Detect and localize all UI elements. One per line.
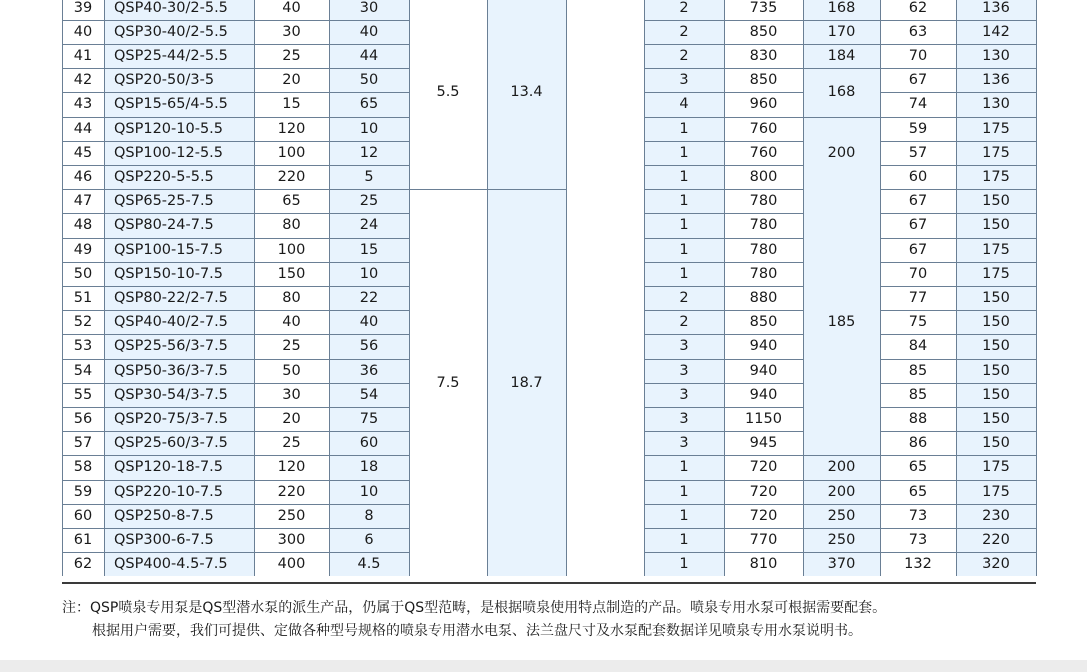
model-name: QSP100-15-7.5 [114,242,224,258]
flow-value: 250 [277,508,306,524]
length-value: 850 [749,314,778,330]
row-number: 58 [73,459,93,475]
row-number: 48 [73,217,93,233]
outlet-value: 230 [982,508,1010,524]
diameter-value: 168 [827,0,856,16]
stage-count: 2 [679,290,689,306]
model-name: QSP25-44/2-5.5 [114,48,228,64]
diameter-value: 370 [827,556,856,572]
row-number: 49 [73,242,93,258]
outlet-value: 136 [982,0,1010,16]
weight-value: 60 [908,169,928,185]
stage-count: 2 [679,0,689,16]
head-value: 60 [359,435,379,451]
flow-value: 25 [282,338,301,354]
model-name: QSP120-18-7.5 [114,459,224,475]
merged-power-a: 5.5 [436,84,460,100]
stage-count: 1 [679,556,689,572]
row-number: 60 [73,508,93,524]
head-value: 18 [359,459,379,475]
row-number: 53 [73,338,93,354]
stage-count: 3 [679,72,689,88]
outlet-value: 175 [982,242,1010,258]
head-value: 40 [359,314,379,330]
outlet-value: 142 [982,24,1010,40]
flow-value: 220 [277,484,306,500]
row-number: 61 [73,532,93,548]
flow-value: 20 [282,411,301,427]
outlet-value: 320 [982,556,1010,572]
length-value: 760 [749,145,778,161]
row-number: 39 [73,0,93,16]
row-number: 57 [73,435,93,451]
weight-value: 63 [908,24,928,40]
row-number: 50 [73,266,93,282]
flow-value: 20 [282,72,301,88]
merged-power-b: 7.5 [436,375,460,391]
flow-value: 40 [282,314,301,330]
flow-value: 50 [282,363,301,379]
weight-value: 57 [908,145,928,161]
model-name: QSP25-60/3-7.5 [114,435,228,451]
merged-current-a: 13.4 [510,84,543,100]
model-name: QSP250-8-7.5 [114,508,214,524]
merged-diameter-a: 168 [827,84,856,100]
head-value: 56 [359,338,379,354]
flow-value: 220 [277,169,306,185]
head-value: 10 [359,121,379,137]
length-value: 940 [749,338,778,354]
flow-value: 400 [277,556,306,572]
outlet-value: 150 [982,217,1010,233]
stage-count: 2 [679,314,689,330]
row-number: 42 [73,72,93,88]
outlet-value: 150 [982,387,1010,403]
length-value: 780 [749,193,778,209]
merged-diameter-c: 185 [827,314,856,330]
flow-value: 15 [282,96,301,112]
row-number: 43 [73,96,93,112]
diameter-value: 200 [827,484,856,500]
model-name: QSP220-5-5.5 [114,169,214,185]
outlet-value: 130 [982,96,1010,112]
head-value: 75 [359,411,379,427]
length-value: 945 [749,435,778,451]
diameter-value: 250 [827,508,856,524]
length-value: 850 [749,72,778,88]
flow-value: 100 [277,242,306,258]
model-name: QSP300-6-7.5 [114,532,214,548]
head-value: 54 [359,387,379,403]
row-number: 56 [73,411,93,427]
flow-value: 30 [282,387,301,403]
model-name: QSP120-10-5.5 [114,121,224,137]
stage-count: 4 [679,96,689,112]
weight-value: 75 [908,314,928,330]
head-value: 24 [359,217,379,233]
weight-value: 65 [908,459,928,475]
length-value: 735 [749,0,778,16]
head-value: 22 [359,290,379,306]
weight-value: 74 [908,96,928,112]
stage-count: 3 [679,387,689,403]
row-number: 44 [73,121,93,137]
head-value: 4.5 [357,556,381,572]
head-value: 10 [359,266,379,282]
head-value: 44 [359,48,379,64]
head-value: 65 [359,96,379,112]
outlet-value: 136 [982,72,1010,88]
outlet-value: 150 [982,411,1010,427]
model-name: QSP40-40/2-7.5 [114,314,228,330]
column-rule [566,0,567,576]
stage-count: 2 [679,48,689,64]
flow-value: 30 [282,24,301,40]
outlet-value: 175 [982,459,1010,475]
length-value: 1150 [745,411,782,427]
head-value: 6 [364,532,374,548]
head-value: 30 [359,0,379,16]
stage-count: 1 [679,532,689,548]
length-value: 800 [749,169,778,185]
footnote-line-2: 根据用户需要，我们可提供、定做各种型号规格的喷泉专用潜水电泵、法兰盘尺寸及水泵配套数据详见喷泉专用水泵说明书。 [92,623,862,639]
stage-count: 1 [679,459,689,475]
flow-value: 65 [282,193,301,209]
outlet-value: 150 [982,435,1010,451]
head-value: 10 [359,484,379,500]
outlet-value: 150 [982,193,1010,209]
model-name: QSP80-24-7.5 [114,217,214,233]
weight-value: 70 [908,48,928,64]
diameter-value: 184 [827,48,856,64]
outlet-value: 150 [982,338,1010,354]
outlet-value: 150 [982,314,1010,330]
length-value: 810 [749,556,778,572]
row-number: 62 [73,556,93,572]
weight-value: 59 [908,121,928,137]
stage-count: 1 [679,508,689,524]
flow-value: 40 [282,0,301,16]
length-value: 940 [749,387,778,403]
head-value: 25 [359,193,379,209]
length-value: 880 [749,290,778,306]
stage-count: 1 [679,193,689,209]
page-footer-bar [0,660,1087,672]
model-name: QSP25-56/3-7.5 [114,338,228,354]
model-name: QSP20-75/3-7.5 [114,411,228,427]
model-name: QSP100-12-5.5 [114,145,224,161]
diameter-value: 200 [827,459,856,475]
stage-count: 3 [679,363,689,379]
length-value: 720 [749,459,778,475]
length-value: 830 [749,48,778,64]
length-value: 780 [749,242,778,258]
length-value: 850 [749,24,778,40]
length-value: 770 [749,532,778,548]
stage-count: 3 [679,411,689,427]
model-name: QSP20-50/3-5 [114,72,215,88]
length-value: 720 [749,484,778,500]
row-number: 51 [73,290,93,306]
flow-value: 150 [277,266,306,282]
weight-value: 62 [908,0,928,16]
model-name: QSP40-30/2-5.5 [114,0,228,16]
flow-value: 25 [282,435,301,451]
flow-value: 100 [277,145,306,161]
stage-count: 1 [679,484,689,500]
model-name: QSP15-65/4-5.5 [114,96,228,112]
stage-count: 1 [679,121,689,137]
flow-value: 25 [282,48,301,64]
row-number: 40 [73,24,93,40]
merged-diameter-b: 200 [827,145,856,161]
weight-value: 77 [908,290,928,306]
diameter-value: 250 [827,532,856,548]
row-number: 47 [73,193,93,209]
outlet-value: 175 [982,121,1010,137]
length-value: 780 [749,217,778,233]
model-name: QSP220-10-7.5 [114,484,224,500]
outlet-value: 130 [982,48,1010,64]
model-name: QSP30-54/3-7.5 [114,387,228,403]
row-number: 55 [73,387,93,403]
head-value: 8 [364,508,374,524]
length-value: 760 [749,121,778,137]
table-footnote [62,597,1062,643]
model-name: QSP80-22/2-7.5 [114,290,228,306]
flow-value: 80 [282,290,301,306]
row-number: 46 [73,169,93,185]
head-value: 36 [359,363,379,379]
row-number: 41 [73,48,93,64]
length-value: 720 [749,508,778,524]
length-value: 780 [749,266,778,282]
weight-value: 67 [908,242,928,258]
stage-count: 1 [679,242,689,258]
stage-count: 1 [679,266,689,282]
weight-value: 67 [908,217,928,233]
head-value: 50 [359,72,379,88]
head-value: 12 [359,145,379,161]
length-value: 940 [749,363,778,379]
weight-value: 86 [908,435,928,451]
outlet-value: 150 [982,290,1010,306]
length-value: 960 [749,96,778,112]
row-rule [803,68,880,69]
weight-value: 70 [908,266,928,282]
model-name: QSP50-36/3-7.5 [114,363,228,379]
pump-spec-table [62,0,1036,584]
row-number: 45 [73,145,93,161]
outlet-value: 175 [982,169,1010,185]
weight-value: 65 [908,484,928,500]
outlet-value: 150 [982,363,1010,379]
footnote-line-1: 注：QSP喷泉专用泵是QS型潜水泵的派生产品，仍属于QS型范畴，是根据喷泉使用特点制造的产品。喷泉专用水泵可根据需要配套。 [62,600,887,616]
model-name: QSP30-40/2-5.5 [114,24,228,40]
table-bottom-rule [62,582,1036,584]
outlet-value: 175 [982,266,1010,282]
stage-count: 1 [679,169,689,185]
weight-value: 73 [908,532,928,548]
row-number: 54 [73,363,93,379]
model-name: QSP150-10-7.5 [114,266,224,282]
outlet-value: 175 [982,145,1010,161]
column-rule [1036,0,1037,576]
stage-count: 2 [679,24,689,40]
weight-value: 67 [908,193,928,209]
outlet-value: 175 [982,484,1010,500]
flow-value: 80 [282,217,301,233]
row-rule [409,189,566,190]
outlet-value: 220 [982,532,1010,548]
head-value: 15 [359,242,379,258]
stage-count: 1 [679,145,689,161]
weight-value: 85 [908,363,928,379]
weight-value: 67 [908,72,928,88]
weight-value: 73 [908,508,928,524]
row-rule [803,117,880,118]
row-number: 52 [73,314,93,330]
row-number: 59 [73,484,93,500]
flow-value: 120 [277,459,306,475]
diameter-value: 170 [827,24,856,40]
weight-value: 85 [908,387,928,403]
head-value: 40 [359,24,379,40]
weight-value: 88 [908,411,928,427]
weight-value: 132 [904,556,932,572]
flow-value: 300 [277,532,306,548]
head-value: 5 [364,169,374,185]
stage-count: 3 [679,435,689,451]
model-name: QSP400-4.5-7.5 [114,556,228,572]
weight-value: 84 [908,338,928,354]
merged-current-b: 18.7 [510,375,543,391]
stage-count: 3 [679,338,689,354]
stage-count: 1 [679,217,689,233]
flow-value: 120 [277,121,306,137]
model-name: QSP65-25-7.5 [114,193,214,209]
